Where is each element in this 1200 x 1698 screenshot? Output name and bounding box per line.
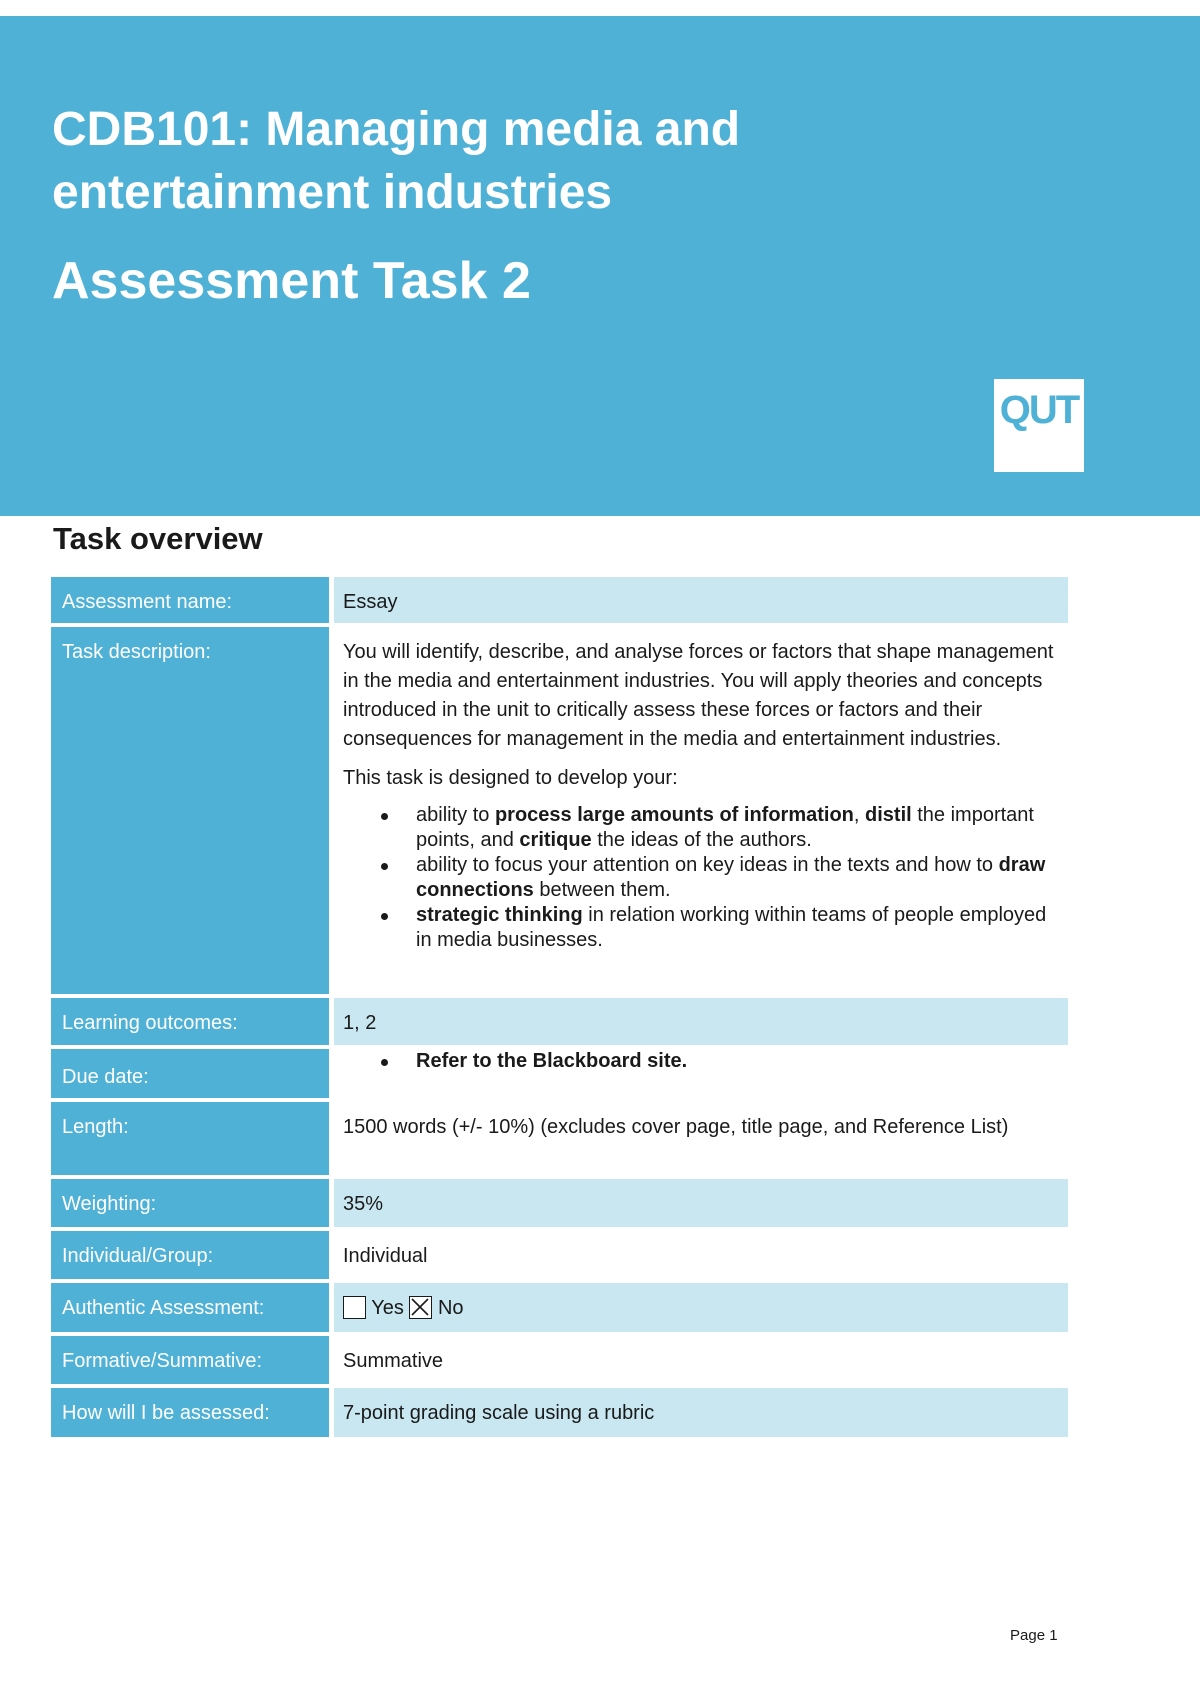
learning-outcomes-value: 1, 2 (334, 998, 1068, 1045)
task-title: Assessment Task 2 (52, 252, 531, 310)
table-row (51, 577, 1068, 623)
row-label: How will I be assessed: (51, 1388, 329, 1437)
assessment-name-value: Essay (334, 577, 1068, 623)
description-paragraph: You will identify, describe, and analyse forces or factors that shape management in the media and entertainment industries. You will apply theories and concepts introduced in the unit to critically assess these forces or factors and their consequences for management in the media and entertainment industries. (343, 641, 1054, 750)
length-value: 1500 words (+/- 10%) (excludes cover page, title page, and Reference List) (343, 1116, 1009, 1138)
yes-checkbox[interactable] (343, 1296, 366, 1319)
row-label: Formative/Summative: (51, 1336, 329, 1384)
row-label: Weighting: (51, 1179, 329, 1227)
course-title: CDB101: Managing media and entertainment industries (52, 103, 741, 219)
task-description-value (334, 627, 1068, 994)
row-label: Learning outcomes: (51, 998, 329, 1045)
skills-list (343, 803, 1054, 953)
task-overview-table (51, 577, 1068, 1441)
list-item: strategic thinking in relation working within teams of people employed in media businesses. (416, 903, 1054, 953)
how-assessed-value: 7-point grading scale using a rubric (334, 1388, 1068, 1437)
section-title: Task overview (53, 521, 263, 556)
logo-text: QUT (999, 388, 1079, 432)
due-date-value (334, 1049, 1068, 1098)
list-item: Refer to the Blackboard site. (416, 1049, 1054, 1074)
list-item: ability to process large amounts of information, distil the important points, and critique the ideas of the authors. (416, 803, 1054, 853)
due-date-list (343, 1049, 1054, 1074)
table-row (51, 1388, 1068, 1437)
row-label: Task description: (51, 627, 329, 994)
individual-group-value: Individual (343, 1245, 428, 1267)
table-row (51, 1179, 1068, 1227)
formative-summative-value: Summative (343, 1350, 444, 1372)
yes-label: Yes (371, 1297, 404, 1319)
row-label: Authentic Assessment: (51, 1283, 329, 1332)
row-label: Due date: (51, 1049, 329, 1098)
table-row (51, 1283, 1068, 1332)
table-row (51, 1231, 1068, 1279)
table-row (51, 1102, 1068, 1175)
list-item: ability to focus your attention on key ideas in the texts and how to draw connections between them. (416, 853, 1054, 903)
row-label: Length: (51, 1102, 329, 1175)
description-paragraph: This task is designed to develop your: (343, 767, 678, 789)
table-row (51, 998, 1068, 1045)
row-label: Assessment name: (51, 577, 329, 623)
no-label: No (437, 1297, 464, 1319)
table-row (51, 1049, 1068, 1098)
table-row (51, 627, 1068, 994)
table-row (51, 1336, 1068, 1384)
authentic-assessment-value (334, 1283, 1068, 1332)
no-checkbox[interactable] (409, 1296, 432, 1319)
page-number: Page 1 (1010, 1627, 1058, 1644)
weighting-value: 35% (334, 1179, 1068, 1227)
qut-logo (994, 379, 1084, 472)
row-label: Individual/Group: (51, 1231, 329, 1279)
checked-x-icon (410, 1297, 430, 1317)
